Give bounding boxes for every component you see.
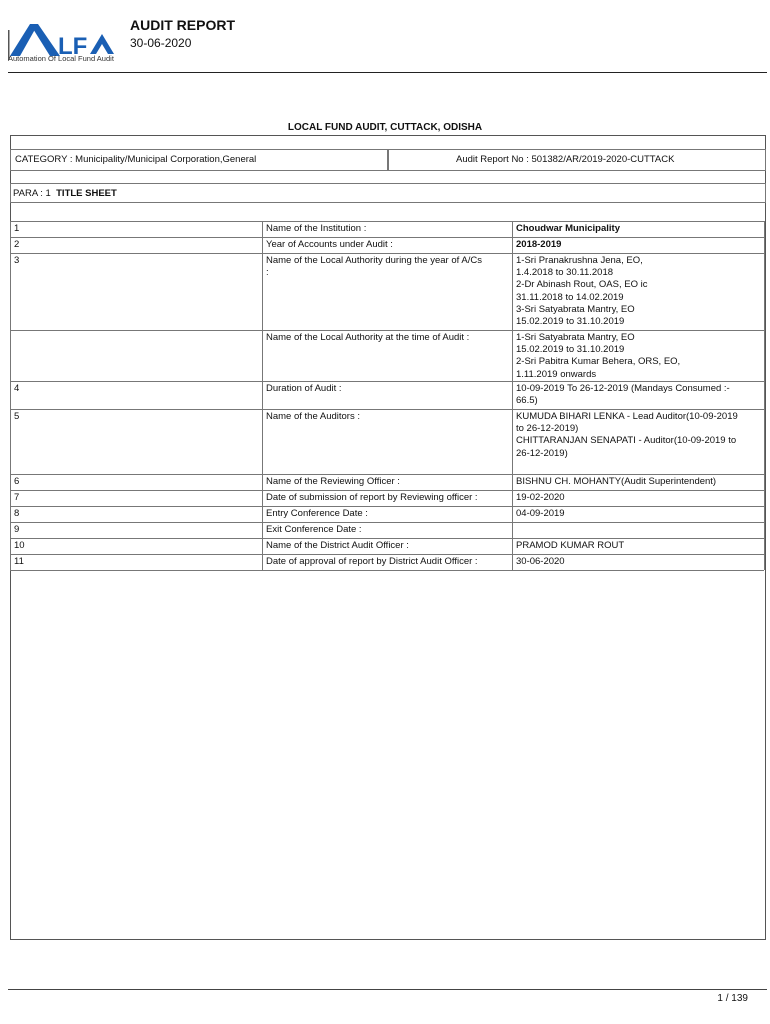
row-number: 6 [14, 476, 20, 487]
report-title: AUDIT REPORT [130, 17, 235, 33]
row-field-value: 30-06-2020 [516, 556, 565, 567]
row-field-value: 04-09-2019 [516, 508, 565, 519]
row-number: 3 [14, 255, 20, 266]
para-title: TITLE SHEET [56, 188, 117, 199]
row-field-label: Entry Conference Date : [266, 508, 368, 519]
row-field-value: 2018-2019 [516, 239, 562, 250]
row-field-label: Year of Accounts under Audit : [266, 239, 393, 250]
row-number: 5 [14, 411, 20, 422]
row-field-value: Choudwar Municipality [516, 223, 620, 234]
row-number: 7 [14, 492, 20, 503]
row-number: 11 [14, 556, 24, 567]
footer-rule [8, 989, 767, 990]
row-field-label: Name of the Local Authority at the time of Audit : [266, 332, 470, 343]
row-field-label: Name of the District Audit Officer : [266, 540, 409, 551]
row-number: 9 [14, 524, 20, 535]
row-field-label: Name of the Reviewing Officer : [266, 476, 400, 487]
row-field-value: BISHNU CH. MOHANTY(Audit Superintendent) [516, 476, 717, 487]
row-field-label: Duration of Audit : [266, 383, 342, 394]
row-field-value: KUMUDA BIHARI LENKA - Lead Auditor(10-09-2019 to 26-12-2019) CHITTARANJAN SENAPATI - Auditor(10-09-2019 to 26-12-2019) [516, 411, 738, 459]
category-text: CATEGORY : Municipality/Municipal Corporation,General [15, 154, 257, 165]
row-field-label: Exit Conference Date : [266, 524, 362, 535]
row-field-label: Date of submission of report by Reviewing officer : [266, 492, 478, 503]
row-number: 8 [14, 508, 20, 519]
logo-subtitle: Automation Of Local Fund Audit [8, 54, 114, 63]
row-field-label: Name of the Local Authority during the year of A/Cs : [266, 255, 482, 279]
row-number: 2 [14, 239, 20, 250]
row-field-value: 1-Sri Pranakrushna Jena, EO, 1.4.2018 to 30.11.2018 2-Dr Abinash Rout, OAS, EO ic 31.11.2018 to 14.02.2019 3-Sri Satyabrata Mantry, EO 15.02.2019 to 31.10.2019 [516, 255, 648, 328]
row-field-label: Name of the Institution : [266, 223, 367, 234]
row-number: 4 [14, 383, 20, 394]
row-field-label: Date of approval of report by District Audit Officer : [266, 556, 478, 567]
organization-heading: LOCAL FUND AUDIT, CUTTACK, ODISHA [287, 122, 483, 133]
row-field-value: PRAMOD KUMAR ROUT [516, 540, 625, 551]
para-label: PARA : 1 [13, 188, 51, 199]
row-field-value: 10-09-2019 To 26-12-2019 (Mandays Consumed :- 66.5) [516, 383, 730, 407]
row-field-value: 1-Sri Satyabrata Mantry, EO 15.02.2019 to 31.10.2019 2-Sri Pabitra Kumar Behera, ORS, EO, 1.11.2019 onwards [516, 332, 681, 380]
row-number: 10 [14, 540, 25, 551]
page-number: 1 / 139 [717, 993, 748, 1004]
row-number: 1 [14, 223, 20, 234]
report-date: 30-06-2020 [130, 36, 192, 50]
logo-wordmark: LF [58, 33, 88, 60]
row-field-label: Name of the Auditors : [266, 411, 360, 422]
row-field-value: 19-02-2020 [516, 492, 565, 503]
audit-report-no-text: Audit Report No : 501382/AR/2019-2020-CUTTACK [456, 154, 675, 165]
